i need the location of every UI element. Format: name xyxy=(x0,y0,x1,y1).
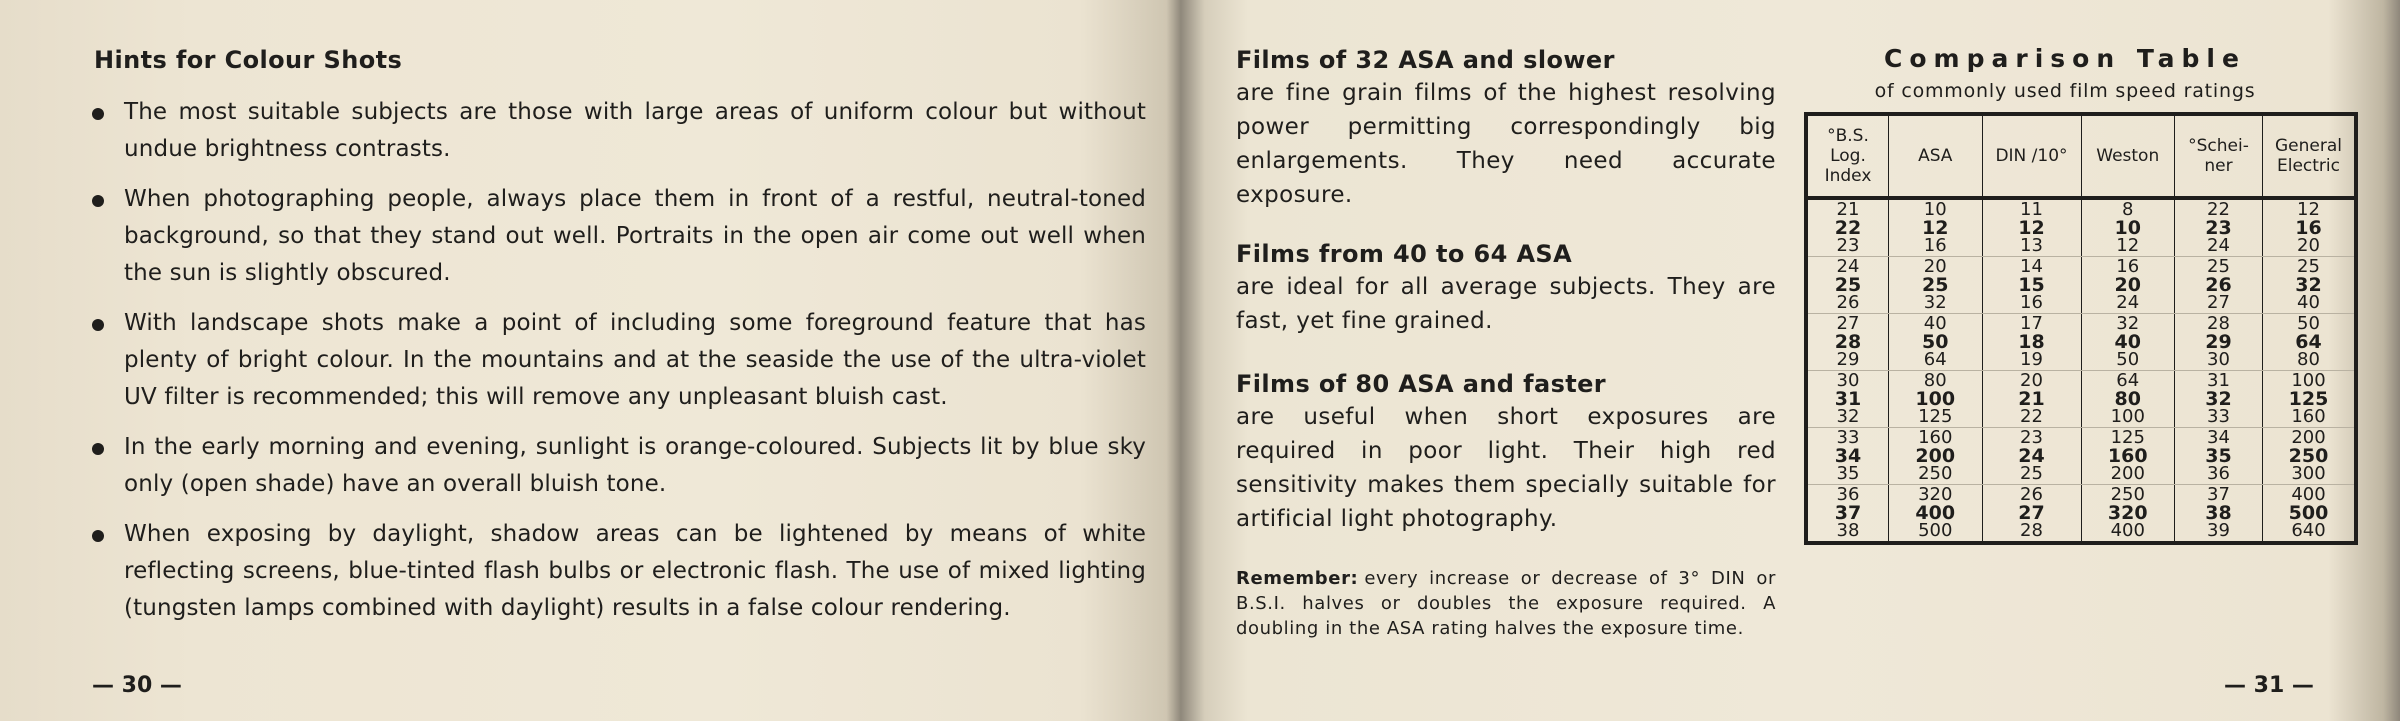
table-cell xyxy=(1982,485,2081,544)
list-item xyxy=(92,305,1146,416)
table-cell-value: 27 xyxy=(2207,292,2230,313)
table-cell-value: 25 xyxy=(2207,256,2230,277)
table-row xyxy=(1806,198,2356,257)
table-cell xyxy=(1889,371,1983,428)
table-cell xyxy=(1806,428,1889,485)
table-cell-value: 36 xyxy=(1836,484,1860,505)
table-cell-value: 27 xyxy=(2018,502,2045,524)
table-cell-value: 26 xyxy=(1836,292,1860,313)
table-cell-value: 14 xyxy=(2020,256,2043,277)
list-item-text: The most suitable subjects are those with large areas of uniform colour but without undue brightness contrasts. xyxy=(124,99,1146,162)
table-cell xyxy=(2081,371,2175,428)
table-cell-value: 37 xyxy=(1834,502,1862,524)
table-cell xyxy=(1889,314,1983,371)
table-cell-value: 19 xyxy=(2020,349,2043,370)
list-item-text: In the early morning and evening, sunlight is orange-coloured. Subjects lit by blue sky only (open shade) have an overall bluish tone. xyxy=(124,434,1146,497)
table-cell-value: 22 xyxy=(2020,406,2043,427)
table-cell-value: 125 xyxy=(2110,427,2145,448)
table-cell-value: 200 xyxy=(1915,445,1956,467)
table-cell-value: 16 xyxy=(2295,217,2322,239)
bullet-dot xyxy=(92,530,104,542)
table-cell xyxy=(2263,371,2357,428)
table-cell xyxy=(1806,371,1889,428)
table-cell-value: 26 xyxy=(2020,484,2043,505)
list-item xyxy=(92,429,1146,503)
page-number: — 30 — xyxy=(92,673,182,698)
table-cell-value: 12 xyxy=(2297,199,2320,220)
bullet-dot xyxy=(92,443,104,455)
table-header-row xyxy=(1806,114,2356,198)
table-cell-value: 10 xyxy=(1923,199,1947,220)
table-header-cell: Weston xyxy=(2081,114,2175,198)
table-cell-value: 28 xyxy=(2020,520,2043,541)
table-cell-value: 38 xyxy=(1836,520,1860,541)
table-cell-value: 31 xyxy=(1834,388,1862,410)
table-cell-value: 22 xyxy=(2207,199,2230,220)
table-cell-value: 11 xyxy=(2020,199,2043,220)
table-cell-value: 20 xyxy=(1923,256,1947,277)
remember-note xyxy=(1236,566,1776,641)
table-cell-value: 29 xyxy=(1836,349,1860,370)
table-cell-value: 400 xyxy=(2110,520,2145,541)
table-cell-value: 500 xyxy=(2288,502,2329,524)
film-speed-section xyxy=(1236,46,1776,212)
table-cell-value: 33 xyxy=(2207,406,2230,427)
table-cell-value: 26 xyxy=(2205,274,2232,296)
table-cell-value: 64 xyxy=(2116,370,2140,391)
table-cell-value: 16 xyxy=(2020,292,2043,313)
table-cell xyxy=(2175,428,2263,485)
list-item xyxy=(92,94,1146,168)
remember-label: Remember: xyxy=(1236,568,1359,589)
table-cell xyxy=(2081,314,2175,371)
table-title: Comparison Table xyxy=(1884,44,2246,73)
table-cell-value: 32 xyxy=(1923,292,1947,313)
page-number: — 31 — xyxy=(2224,673,2314,698)
table-cell-value: 50 xyxy=(2116,349,2140,370)
table-cell-value: 32 xyxy=(1836,406,1860,427)
table-cell-value: 125 xyxy=(2288,388,2329,410)
table-cell-value: 39 xyxy=(2207,520,2230,541)
table-row xyxy=(1806,485,2356,544)
right-page xyxy=(1190,0,2400,721)
table-cell-value: 21 xyxy=(1836,199,1860,220)
table-cell xyxy=(2263,198,2357,257)
table-cell-value: 34 xyxy=(2207,427,2230,448)
table-body xyxy=(1806,198,2356,543)
table-row xyxy=(1806,314,2356,371)
table-cell-value: 22 xyxy=(1834,217,1862,239)
table-cell xyxy=(2263,314,2357,371)
table-cell-value: 20 xyxy=(2020,370,2043,391)
table-cell-value: 23 xyxy=(2020,427,2043,448)
section-heading: Films of 80 ASA and faster xyxy=(1236,370,1607,398)
table-cell-value: 24 xyxy=(1836,256,1860,277)
table-cell-value: 33 xyxy=(1836,427,1860,448)
table-cell-value: 15 xyxy=(2018,274,2045,296)
table-cell-value: 25 xyxy=(2020,463,2043,484)
table-cell-value: 30 xyxy=(2207,349,2230,370)
table-row xyxy=(1806,428,2356,485)
table-cell-value: 35 xyxy=(2205,445,2232,467)
table-cell xyxy=(2175,485,2263,544)
table-cell-value: 400 xyxy=(1915,502,1956,524)
table-cell-value: 17 xyxy=(2020,313,2043,334)
table-cell-value: 100 xyxy=(2291,370,2326,391)
table-cell-value: 160 xyxy=(1918,427,1953,448)
table-cell-value: 80 xyxy=(1923,370,1947,391)
table-cell xyxy=(1982,198,2081,257)
table-cell-value: 18 xyxy=(2018,331,2045,353)
table-cell-value: 35 xyxy=(1836,463,1860,484)
table-cell-value: 80 xyxy=(2114,388,2141,410)
table-cell xyxy=(2081,257,2175,314)
section-text: are useful when short exposures are required in poor light. Their high red sensitivity makes them specially suitable for artificial light photography. xyxy=(1236,404,1776,532)
table-subtitle: of commonly used film speed ratings xyxy=(1874,80,2256,102)
table-cell-value: 64 xyxy=(2295,331,2322,353)
table-cell-value: 23 xyxy=(1836,235,1860,256)
table-cell-value: 50 xyxy=(1922,331,1949,353)
table-cell-value: 100 xyxy=(1915,388,1956,410)
table-cell-value: 30 xyxy=(1836,370,1860,391)
table-cell-value: 300 xyxy=(2291,463,2326,484)
table-cell-value: 10 xyxy=(2114,217,2141,239)
table-cell xyxy=(2081,485,2175,544)
table-cell-value: 16 xyxy=(2116,256,2140,277)
list-item-text: With landscape shots make a point of including some foreground feature that has plenty of bright colour. In the mountains and at the seaside the use of the ultra-violet UV filter is recommended; this will remove any unpleasant bluish cast. xyxy=(124,310,1146,410)
table-cell-value: 34 xyxy=(1834,445,1862,467)
table-cell-value: 31 xyxy=(2207,370,2230,391)
list-item-text: When exposing by daylight, shadow areas can be lightened by means of white reflecting screens, blue-tinted flash bulbs or electronic flash. The use of mixed lighting (tungsten lamps combined with daylight) results in a false colour rendering. xyxy=(124,521,1146,621)
table-cell-value: 27 xyxy=(1836,313,1860,334)
table-cell-value: 20 xyxy=(2297,235,2320,256)
bullet-dot xyxy=(92,195,104,207)
table-cell xyxy=(1889,257,1983,314)
table-header-cell: °Schei-ner xyxy=(2175,114,2263,198)
table-cell-value: 250 xyxy=(2110,484,2145,505)
table-cell-value: 24 xyxy=(2207,235,2230,256)
table-cell-value: 25 xyxy=(1922,274,1949,296)
table-cell xyxy=(1806,257,1889,314)
table-cell xyxy=(1982,371,2081,428)
table-cell-value: 100 xyxy=(2110,406,2145,427)
section-heading: Films of 32 ASA and slower xyxy=(1236,46,1615,74)
table-cell-value: 23 xyxy=(2205,217,2232,239)
table-cell xyxy=(1889,428,1983,485)
table-cell-value: 37 xyxy=(2207,484,2230,505)
table-header-cell: ASA xyxy=(1889,114,1983,198)
table-cell-value: 500 xyxy=(1918,520,1953,541)
table-cell-value: 40 xyxy=(2114,331,2141,353)
table-cell xyxy=(1889,485,1983,544)
list-item xyxy=(92,516,1146,627)
table-cell-value: 36 xyxy=(2207,463,2230,484)
table-cell-value: 32 xyxy=(2295,274,2322,296)
table-header-cell: °B.S. Log. Index xyxy=(1806,114,1889,198)
comparison-table xyxy=(1804,112,2358,545)
table-cell-value: 40 xyxy=(2297,292,2320,313)
table-cell-value: 320 xyxy=(1918,484,1953,505)
table-cell-value: 24 xyxy=(2018,445,2045,467)
table-cell xyxy=(2263,257,2357,314)
table-cell-value: 640 xyxy=(2291,520,2326,541)
table-cell-value: 20 xyxy=(2114,274,2141,296)
table-cell-value: 29 xyxy=(2205,331,2232,353)
table-cell xyxy=(1982,257,2081,314)
list-item xyxy=(92,181,1146,292)
table-cell-value: 28 xyxy=(1834,331,1862,353)
table-cell-value: 8 xyxy=(2122,199,2134,220)
hints-list xyxy=(92,94,1146,640)
table-cell xyxy=(2081,428,2175,485)
table-cell-value: 250 xyxy=(2288,445,2329,467)
table-cell-value: 12 xyxy=(2018,217,2045,239)
film-speed-section xyxy=(1236,240,1776,338)
table-cell-value: 24 xyxy=(2116,292,2140,313)
table-cell-value: 40 xyxy=(1923,313,1947,334)
page-title: Hints for Colour Shots xyxy=(94,46,403,74)
table-cell-value: 160 xyxy=(2107,445,2148,467)
table-cell-value: 400 xyxy=(2291,484,2326,505)
table-cell-value: 25 xyxy=(1834,274,1862,296)
table-cell-value: 200 xyxy=(2110,463,2145,484)
table-cell xyxy=(2175,314,2263,371)
table-cell xyxy=(1889,198,1983,257)
bullet-dot xyxy=(92,319,104,331)
table-header-cell: General Electric xyxy=(2263,114,2357,198)
table-cell-value: 250 xyxy=(1918,463,1953,484)
table-cell-value: 32 xyxy=(2116,313,2140,334)
table-cell-value: 125 xyxy=(1918,406,1953,427)
table-cell-value: 200 xyxy=(2291,427,2326,448)
table-cell-value: 38 xyxy=(2205,502,2232,524)
table-row xyxy=(1806,371,2356,428)
table-cell-value: 12 xyxy=(1922,217,1949,239)
table-cell-value: 50 xyxy=(2297,313,2320,334)
table-cell-value: 12 xyxy=(2116,235,2140,256)
table-cell xyxy=(2175,198,2263,257)
table-cell xyxy=(2081,198,2175,257)
table-cell-value: 160 xyxy=(2291,406,2326,427)
left-page xyxy=(0,0,1180,721)
table-cell xyxy=(2263,485,2357,544)
table-cell-value: 16 xyxy=(1923,235,1947,256)
table-cell xyxy=(2175,371,2263,428)
table-row xyxy=(1806,257,2356,314)
table-cell-value: 21 xyxy=(2018,388,2045,410)
table-cell-value: 32 xyxy=(2205,388,2232,410)
table-cell xyxy=(1982,314,2081,371)
table-cell-value: 25 xyxy=(2297,256,2320,277)
bullet-dot xyxy=(92,108,104,120)
remember-text: every increase or decrease of 3° DIN or B.S.I. halves or doubles the exposure required. A doubling in the ASA rating halves the exposure time. xyxy=(1236,568,1776,639)
table-header-cell: DIN /10° xyxy=(1982,114,2081,198)
table-cell xyxy=(1982,428,2081,485)
film-speed-section xyxy=(1236,370,1776,536)
section-text: are fine grain films of the highest resolving power permitting correspondingly big enlargements. They need accurate exposure. xyxy=(1236,80,1776,208)
section-text: are ideal for all average subjects. They are fast, yet fine grained. xyxy=(1236,274,1776,334)
table-cell-value: 80 xyxy=(2297,349,2320,370)
section-heading: Films from 40 to 64 ASA xyxy=(1236,240,1573,268)
table-cell xyxy=(1806,314,1889,371)
table-cell-value: 13 xyxy=(2020,235,2043,256)
table-cell-value: 64 xyxy=(1923,349,1947,370)
table-cell xyxy=(2263,428,2357,485)
table-cell xyxy=(1806,198,1889,257)
table-cell xyxy=(2175,257,2263,314)
table-cell xyxy=(1806,485,1889,544)
list-item-text: When photographing people, always place them in front of a restful, neutral-toned background, so that they stand out well. Portraits in the open air come out well when the sun is slightly obscured. xyxy=(124,186,1146,286)
table-cell-value: 320 xyxy=(2107,502,2148,524)
table-cell-value: 28 xyxy=(2207,313,2230,334)
